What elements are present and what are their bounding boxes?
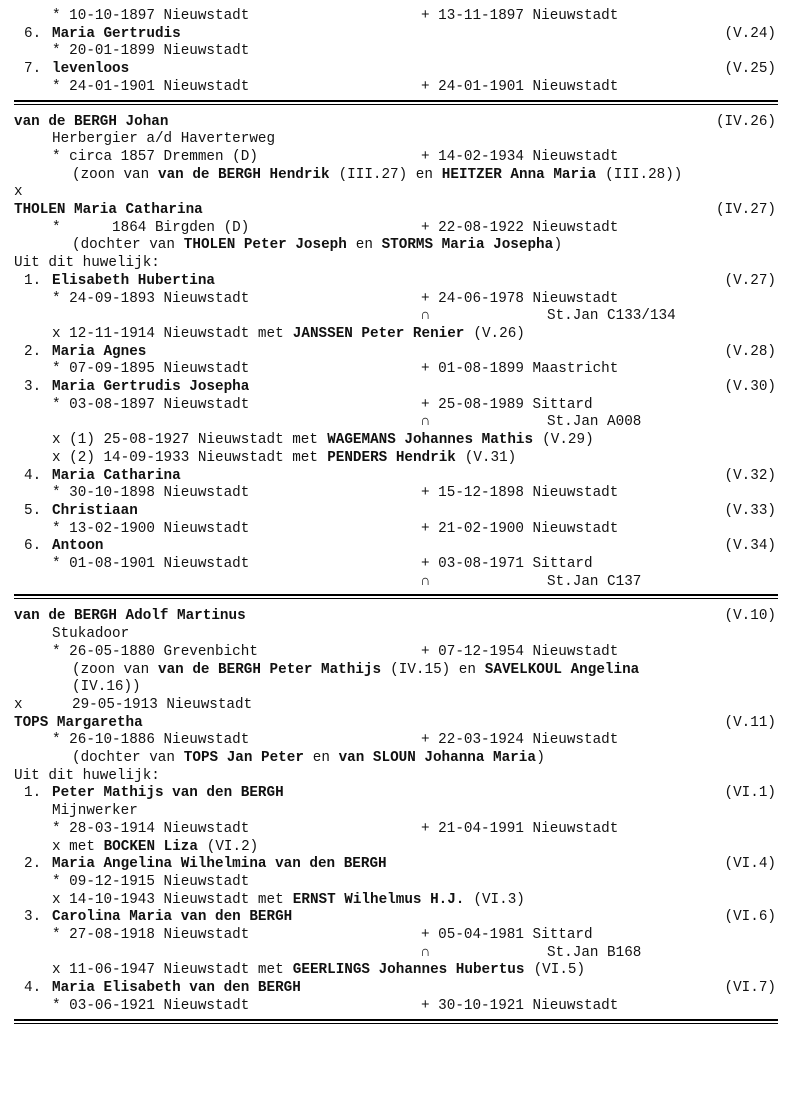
text-line	[0, 7, 800, 25]
text-segment: (IV.15) en	[381, 661, 485, 678]
text-segment: 1.	[24, 785, 50, 802]
text-line	[0, 166, 800, 184]
text-segment: * 03-08-1897 Nieuwstadt	[52, 396, 250, 413]
person-name: Peter Mathijs van den BERGH	[52, 785, 284, 802]
text-line	[0, 731, 800, 749]
person-name: van de BERGH Johan	[14, 113, 169, 130]
person-name: Maria Catharina	[52, 467, 181, 484]
text-line	[0, 484, 800, 502]
text-segment: (zoon van	[72, 661, 158, 678]
text-line	[0, 820, 800, 838]
text-segment: x (1) 25-08-1927 Nieuwstadt met	[52, 432, 327, 449]
text-line	[0, 201, 800, 219]
generation-code: (V.34)	[724, 538, 776, 555]
text-segment: St.Jan C137	[547, 573, 642, 590]
text-segment: * 01-08-1901 Nieuwstadt	[52, 556, 250, 572]
text-segment: (III.27) en	[330, 166, 442, 183]
text-segment: * 13-02-1900 Nieuwstadt	[52, 520, 250, 537]
text-segment: + 24-06-1978 Nieuwstadt	[421, 290, 619, 307]
text-segment: en	[304, 750, 339, 766]
person-name: Carolina Maria van den BERGH	[52, 909, 293, 926]
text-segment: x	[14, 184, 23, 201]
text-line	[0, 25, 800, 43]
person-name: THOLEN Maria Catharina	[14, 202, 203, 218]
text-segment: x 11-06-1947 Nieuwstadt met	[52, 962, 293, 979]
text-segment: Stukadoor	[52, 626, 130, 643]
text-segment: ∩	[421, 573, 430, 590]
text-line	[0, 573, 800, 591]
text-line	[0, 607, 800, 625]
text-segment: + 03-08-1971 Sittard	[421, 556, 593, 572]
text-segment: * 27-08-1918 Nieuwstadt	[52, 927, 250, 943]
text-segment: )	[553, 237, 563, 254]
person-name: JANSSEN Peter Renier	[292, 325, 465, 342]
text-segment: St.Jan C133/134	[547, 308, 676, 325]
text-line	[0, 749, 800, 767]
person-name: Maria Gertrudis Josepha	[52, 379, 250, 395]
text-segment: )	[536, 750, 545, 766]
text-segment: (VI.3)	[464, 891, 525, 908]
text-line	[0, 449, 800, 467]
person-name: Maria Angelina Wilhelmina van den BERGH	[52, 856, 387, 873]
person-name: van de BERGH Adolf Martinus	[14, 608, 246, 625]
text-segment: (V.31)	[456, 449, 517, 466]
text-line	[0, 148, 800, 166]
generation-code: (VI.1)	[724, 785, 776, 802]
text-segment: 3.	[24, 379, 50, 395]
text-line	[0, 767, 800, 785]
text-segment: + 21-04-1991 Nieuwstadt	[421, 820, 619, 837]
text-segment: x (2) 14-09-1933 Nieuwstadt met	[52, 449, 327, 466]
text-line	[0, 254, 800, 272]
person-name: van de BERGH Hendrik	[158, 166, 330, 183]
person-name: BOCKEN Liza	[103, 838, 198, 855]
person-name: Elisabeth Hubertina	[52, 272, 216, 289]
text-segment: * 03-06-1921 Nieuwstadt	[52, 997, 250, 1014]
text-segment: 3.	[24, 909, 50, 926]
generation-code: (V.24)	[724, 25, 776, 42]
text-segment: x	[14, 696, 23, 713]
text-segment: + 22-03-1924 Nieuwstadt	[421, 732, 619, 749]
section-separator	[14, 100, 778, 105]
person-name: SAVELKOUL Angelina	[484, 661, 640, 678]
generation-code: (VI.4)	[724, 856, 776, 873]
text-line	[0, 290, 800, 308]
text-segment: St.Jan B168	[547, 944, 642, 961]
generation-code: (V.33)	[724, 502, 776, 519]
text-segment: * 20-01-1899 Nieuwstadt	[52, 43, 250, 60]
text-segment: en	[347, 237, 382, 254]
text-segment: 2.	[24, 343, 50, 360]
text-line	[0, 42, 800, 60]
text-line	[0, 520, 800, 538]
text-line	[0, 784, 800, 802]
text-segment: (IV.16))	[72, 679, 141, 696]
text-segment: 7.	[24, 61, 50, 78]
text-line	[0, 130, 800, 148]
text-segment: 6.	[24, 538, 50, 555]
text-line	[0, 926, 800, 944]
text-line	[0, 467, 800, 485]
generation-code: (VI.6)	[724, 909, 776, 926]
person-name: TOPS Jan Peter	[183, 750, 304, 766]
person-name: STORMS Maria Josepha	[381, 237, 554, 254]
person-name: Maria Gertrudis	[52, 25, 181, 42]
text-line	[0, 855, 800, 873]
text-segment: * 10-10-1897 Nieuwstadt	[52, 8, 250, 24]
text-line	[0, 838, 800, 856]
text-line	[0, 537, 800, 555]
text-segment: + 22-08-1922 Nieuwstadt	[421, 219, 619, 236]
text-line	[0, 661, 800, 679]
person-name: TOPS Margaretha	[14, 714, 143, 731]
person-name: levenloos	[52, 61, 130, 78]
text-line	[0, 643, 800, 661]
text-segment: * 26-05-1880 Grevenbicht	[52, 643, 258, 660]
generation-code: (VI.7)	[724, 980, 776, 997]
person-name: van SLOUN Johanna Maria	[338, 750, 536, 766]
person-name: WAGEMANS Johannes Mathis	[327, 432, 534, 449]
person-name: HEITZER Anna Maria	[441, 166, 597, 183]
text-segment: + 07-12-1954 Nieuwstadt	[421, 643, 619, 660]
text-segment: (VI.2)	[198, 838, 259, 855]
text-segment: * 26-10-1886 Nieuwstadt	[52, 732, 250, 749]
text-segment: 4.	[24, 980, 50, 997]
text-line	[0, 944, 800, 962]
text-segment: + 05-04-1981 Sittard	[421, 927, 593, 943]
text-segment: (zoon van	[72, 166, 158, 183]
text-line	[0, 272, 800, 290]
text-segment: 5.	[24, 502, 50, 519]
text-line	[0, 997, 800, 1015]
section-separator	[14, 594, 778, 599]
text-segment: (dochter van	[72, 237, 184, 254]
text-line	[0, 236, 800, 254]
generation-code: (V.32)	[724, 467, 776, 484]
person-name: PENDERS Hendrik	[327, 449, 456, 466]
text-line	[0, 113, 800, 131]
text-segment: + 25-08-1989 Sittard	[421, 396, 593, 413]
text-line	[0, 360, 800, 378]
text-line	[0, 714, 800, 732]
text-segment: 29-05-1913 Nieuwstadt	[72, 696, 253, 713]
text-line	[0, 873, 800, 891]
text-line	[0, 307, 800, 325]
text-segment: 2.	[24, 856, 50, 873]
person-name: van de BERGH Peter Mathijs	[158, 661, 382, 678]
text-segment: * 07-09-1895 Nieuwstadt	[52, 361, 250, 378]
text-segment: + 15-12-1898 Nieuwstadt	[421, 485, 619, 502]
generation-code: (V.10)	[724, 608, 776, 625]
text-segment: * 09-12-1915 Nieuwstadt	[52, 873, 250, 890]
generation-code: (V.11)	[724, 714, 776, 731]
text-segment: * 30-10-1898 Nieuwstadt	[52, 485, 250, 502]
text-line	[0, 625, 800, 643]
text-line	[0, 431, 800, 449]
text-line	[0, 802, 800, 820]
text-segment: x 12-11-1914 Nieuwstadt met	[52, 325, 293, 342]
text-segment: (III.28))	[596, 166, 683, 183]
text-segment: x met	[52, 838, 104, 855]
text-segment: + 24-01-1901 Nieuwstadt	[421, 78, 619, 95]
text-segment: + 14-02-1934 Nieuwstadt	[421, 148, 619, 165]
text-line	[0, 555, 800, 573]
text-line	[0, 961, 800, 979]
text-line	[0, 678, 800, 696]
generation-code: (IV.26)	[715, 113, 776, 130]
text-segment: Mijnwerker	[52, 803, 138, 820]
text-segment: St.Jan A008	[547, 414, 642, 431]
text-segment: * 24-01-1901 Nieuwstadt	[52, 78, 250, 95]
text-segment: * circa 1857 Dremmen (D)	[52, 148, 258, 165]
text-segment: Uit dit huwelijk:	[14, 767, 160, 784]
text-line	[0, 343, 800, 361]
text-line	[0, 378, 800, 396]
text-line	[0, 396, 800, 414]
person-name: ERNST Wilhelmus H.J.	[292, 891, 465, 908]
person-name: GEERLINGS Johannes Hubertus	[292, 962, 525, 979]
section-separator	[14, 1019, 778, 1024]
text-segment: 1.	[24, 272, 50, 289]
text-line	[0, 325, 800, 343]
person-name: Maria Elisabeth van den BERGH	[52, 980, 301, 997]
text-line	[0, 979, 800, 997]
text-segment: Herbergier a/d Haverterweg	[52, 131, 276, 148]
generation-code: (V.25)	[724, 61, 776, 78]
generation-code: (V.30)	[724, 379, 776, 395]
text-segment: * 28-03-1914 Nieuwstadt	[52, 820, 250, 837]
person-name: Christiaan	[52, 502, 138, 519]
text-line	[0, 219, 800, 237]
text-segment: + 01-08-1899 Maastricht	[421, 361, 619, 378]
text-segment: (V.26)	[464, 325, 525, 342]
generation-code: (V.27)	[724, 272, 776, 289]
text-segment: 6.	[24, 25, 50, 42]
text-segment: x 14-10-1943 Nieuwstadt met	[52, 891, 293, 908]
generation-code: (V.28)	[724, 343, 776, 360]
text-line	[0, 78, 800, 96]
text-line	[0, 183, 800, 201]
text-line	[0, 502, 800, 520]
text-line	[0, 891, 800, 909]
text-line	[0, 60, 800, 78]
text-segment: ∩	[421, 944, 430, 961]
text-segment: + 30-10-1921 Nieuwstadt	[421, 997, 619, 1014]
text-segment: ∩	[421, 308, 430, 325]
text-segment: (dochter van	[72, 750, 184, 766]
text-line	[0, 696, 800, 714]
person-name: THOLEN Peter Joseph	[183, 237, 347, 254]
person-name: Maria Agnes	[52, 343, 147, 360]
text-segment: * 24-09-1893 Nieuwstadt	[52, 290, 250, 307]
generation-code: (IV.27)	[715, 202, 776, 218]
text-segment: (VI.5)	[525, 962, 586, 979]
text-line	[0, 413, 800, 431]
text-segment: Uit dit huwelijk:	[14, 255, 160, 272]
text-segment: 4.	[24, 467, 50, 484]
text-segment: * 1864 Birgden (D)	[52, 219, 250, 236]
person-name: Antoon	[52, 538, 104, 555]
text-segment: ∩	[421, 414, 430, 431]
text-segment: + 13-11-1897 Nieuwstadt	[421, 8, 619, 24]
text-segment: (V.29)	[533, 432, 594, 449]
text-line	[0, 908, 800, 926]
text-segment: + 21-02-1900 Nieuwstadt	[421, 520, 619, 537]
